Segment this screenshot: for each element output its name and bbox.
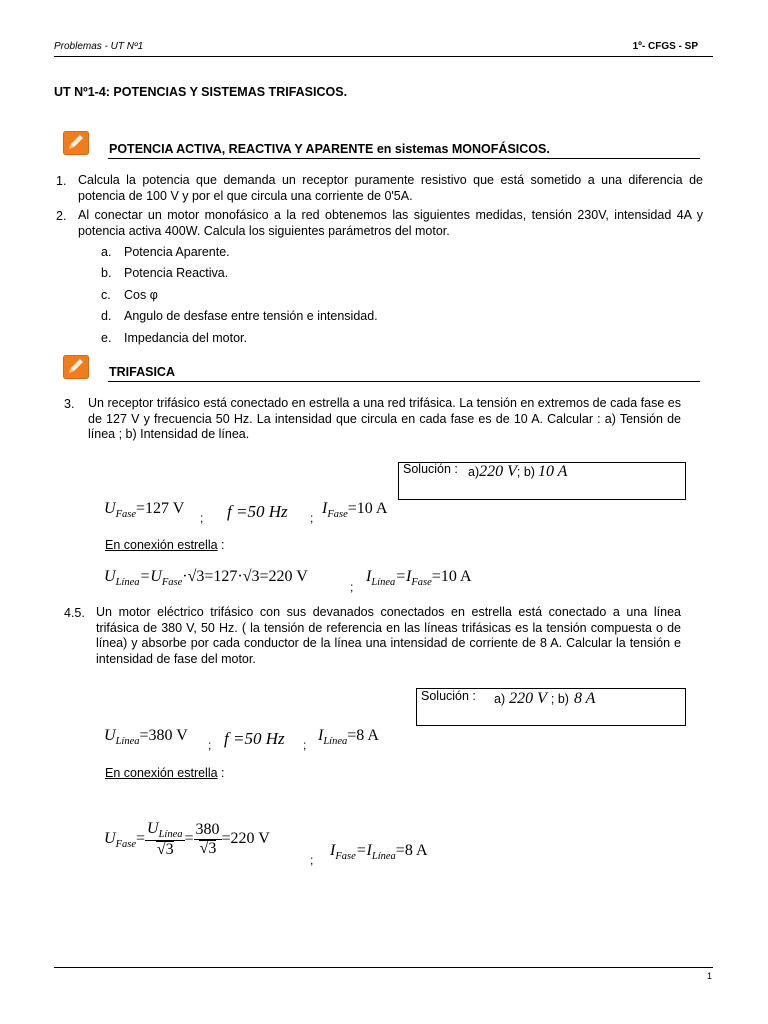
eq-given-i: $I_{Línea}=8$ A — [318, 727, 379, 747]
subitem-text: Cos φ — [124, 288, 158, 302]
sol-a-value: 220 V — [479, 463, 517, 480]
sol-b-label: ; b) — [550, 692, 569, 706]
section-title-monofasicos: POTENCIA ACTIVA, REACTIVA Y APARENTE en sistemas MONOFÁSICOS. — [109, 142, 550, 156]
sol-a-value: 220 V — [509, 690, 547, 707]
eq-given-u: $U_{Línea}=380$ V — [104, 727, 188, 747]
section-rule — [108, 381, 700, 382]
solution-values — [468, 463, 567, 481]
eq-given-f: f =50 Hz — [224, 729, 285, 748]
semicolon: ; — [200, 511, 204, 525]
header-rule — [54, 56, 713, 57]
solution-label: Solución : — [421, 689, 476, 703]
eq-given-u: $U_{Fase}=127$ V — [104, 500, 185, 520]
header-right: 1º- CFGS - SP — [632, 41, 698, 52]
subitem-letter: d. — [101, 309, 112, 323]
subitem-text: Angulo de desfase entre tensión e intensidad. — [124, 309, 378, 323]
subitem-letter: a. — [101, 245, 112, 259]
item-number: 4.5. — [64, 606, 85, 620]
page-number: 1 — [706, 971, 712, 981]
sol-b-value: 8 A — [573, 690, 596, 707]
section-title-trifasica: TRIFASICA — [109, 365, 175, 379]
eq-given-i: $I_{Fase}=10$ A — [322, 500, 388, 520]
item-number: 3. — [64, 397, 75, 411]
eq-intensidad-fase: $I_{Fase}=I_{Línea}=8$ A — [330, 842, 428, 862]
subitem-text: Impedancia del motor. — [124, 331, 247, 345]
sol-b-label: ; b) — [516, 465, 535, 479]
semicolon: ; — [350, 580, 354, 594]
problem-1-text: Calcula la potencia que demanda un receptor puramente resistivo que está sometido a una diferencia de potencia de 100 V y por el que circula una corriente de 0'5A. — [78, 173, 703, 203]
conexion-estrella-label: En conexión estrella : — [105, 766, 225, 780]
semicolon: ; — [303, 738, 307, 752]
eq-tension-fase: $U_{Fase}=$ $\frac{U_{Línea}}{√3}$ = $\frac{380}{√3}$ =220 V — [104, 820, 270, 858]
eq-intensidad-linea: $I_{Línea}=I_{Fase}=10$ A — [366, 568, 472, 588]
eq-tension-linea: $U_{Línea}=U_{Fase}\cdot√3=127\cdot√3=220$ V — [104, 568, 308, 588]
header-left: Problemas - UT Nº1 — [54, 41, 144, 52]
solution-values — [494, 690, 595, 708]
sol-a-label: a) — [494, 692, 506, 706]
pencil-icon — [63, 355, 89, 379]
pencil-icon — [63, 131, 89, 155]
subitem-text: Potencia Reactiva. — [124, 266, 229, 280]
problem-45-text: Un motor eléctrico trifásico con sus devanados conectados en estrella está conectado a una línea trifásica de 380 V, 50 Hz. ( la tensión de referencia en las líneas trifásicas es la tensión compuesta o de línea) y absorbe por cada conductor de la línea una intensidad de corriente de 8 A. Calcular la tensión e intensidad de fase del motor. — [96, 605, 681, 666]
problem-2-text: Al conectar un motor monofásico a la red obtenemos las siguientes medidas, tensión 230V, intensidad 4A y potencia activa 400W. Calcula los siguientes parámetros del motor. — [78, 208, 703, 238]
page-title: UT Nº1-4: POTENCIAS Y SISTEMAS TRIFASICOS. — [54, 85, 348, 99]
semicolon: ; — [310, 853, 314, 867]
sol-b-value: 10 A — [537, 463, 568, 480]
eq-given-f: f =50 Hz — [227, 502, 288, 521]
conexion-estrella-label: En conexión estrella : — [105, 538, 225, 552]
solution-label: Solución : — [403, 462, 458, 476]
problem-3-text: Un receptor trifásico está conectado en estrella a una red trifásica. La tensión en extremos de cada fase es de 127 V y frecuencia 50 Hz. La intensidad que circula en cada fase es de 10 A. Calcular : a) Tensión de línea ; b) Intensidad de línea. — [88, 396, 681, 441]
section-rule — [108, 158, 700, 159]
subitem-letter: b. — [101, 266, 112, 280]
semicolon: ; — [208, 738, 212, 752]
subitem-letter: e. — [101, 331, 112, 345]
subitem-letter: c. — [101, 288, 111, 302]
subitem-text: Potencia Aparente. — [124, 245, 230, 259]
footer-rule — [54, 967, 713, 968]
item-number: 1. — [56, 174, 67, 188]
sol-a-label: a) — [468, 465, 480, 479]
item-number: 2. — [56, 209, 67, 223]
semicolon: ; — [310, 511, 314, 525]
